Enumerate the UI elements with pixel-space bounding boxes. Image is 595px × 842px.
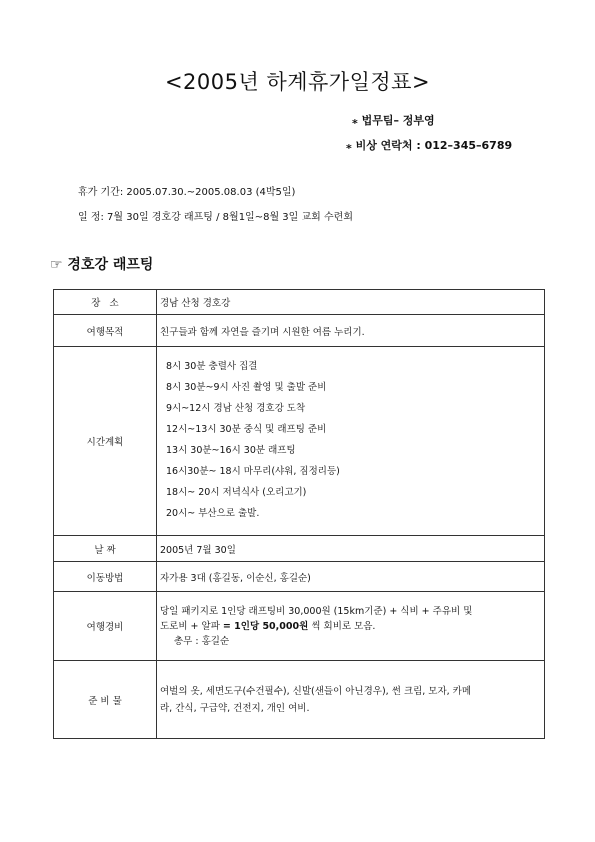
table-row xyxy=(54,347,545,536)
prep-label: 준 비 물 xyxy=(54,661,157,739)
cost-line-2-post: 씩 회비로 모음. xyxy=(308,620,376,632)
emergency-contact: ⁎ 비상 연락처 : 012–345–6789 xyxy=(346,139,513,152)
purpose-value: 친구들과 함께 자연을 즐기며 시원한 여름 누리기. xyxy=(157,315,545,347)
cost-value xyxy=(157,592,545,661)
treasurer: 총무 : 홍길순 xyxy=(174,635,230,647)
contact-name: ⁎ 법무팀– 정부영 xyxy=(352,114,435,127)
prep-line-2: 라, 간식, 구급약, 건전지, 개인 여비. xyxy=(160,702,310,714)
vacation-period: 휴가 기간: 2005.07.30.~2005.08.03 (4박5일) xyxy=(78,187,296,198)
place-label: 장 소 xyxy=(54,290,157,315)
cost-total: = 1인당 50,000원 xyxy=(222,620,309,632)
table-row xyxy=(54,592,545,661)
place-value: 경남 산청 경호강 xyxy=(157,290,545,315)
list-item: 12시~13시 30분 중식 및 래프팅 준비 xyxy=(166,424,327,436)
list-item: 8시 30분 충렬사 집결 xyxy=(166,361,258,373)
list-item: 9시~12시 경남 산청 경호강 도착 xyxy=(166,403,306,415)
cost-label: 여행경비 xyxy=(54,592,157,661)
table-row xyxy=(54,290,545,315)
list-item: 8시 30분~9시 사진 촬영 및 출발 준비 xyxy=(166,382,327,394)
table-row xyxy=(54,536,545,562)
cost-line-2 xyxy=(160,619,542,634)
cost-line-2-pre: 도로비 + 알파 xyxy=(160,620,223,632)
timeline-list xyxy=(157,347,545,536)
date-value: 2005년 7월 30일 xyxy=(157,536,545,562)
list-item: 20시~ 부산으로 출발. xyxy=(166,507,260,519)
table-row xyxy=(54,315,545,347)
page-title: <2005년 하계휴가일정표> xyxy=(164,70,431,94)
schedule-summary: 일 정: 7월 30일 경호강 래프팅 / 8월1일~8월 3일 교회 수련회 xyxy=(78,212,353,223)
list-item: 13시 30분~16시 30분 래프팅 xyxy=(166,445,296,456)
section-title: ☞ 경호강 래프팅 xyxy=(50,257,154,273)
cost-line-1: 당일 패키지로 1인당 래프팅비 30,000원 (15km기준) + 식비 + 주유비 및 xyxy=(160,605,473,617)
timeline-label: 시간계획 xyxy=(54,347,157,536)
prep-line-1: 여벌의 옷, 세면도구(수건필수), 신발(샌들이 아닌경우), 썬 크림, 모자, 카메 xyxy=(160,685,472,697)
date-label: 날 짜 xyxy=(54,536,157,562)
transport-label: 이동방법 xyxy=(54,562,157,592)
list-item: 16시30분~ 18시 마무리(샤워, 짐정리등) xyxy=(166,465,340,477)
schedule-table xyxy=(53,289,545,739)
table-row xyxy=(54,562,545,592)
table-row xyxy=(54,661,545,739)
prep-value xyxy=(157,661,545,739)
transport-value: 자가용 3대 (홍길동, 이순신, 홍길순) xyxy=(157,562,545,592)
list-item: 18시~ 20시 저녁식사 (오리고기) xyxy=(166,486,307,498)
purpose-label: 여행목적 xyxy=(54,315,157,347)
